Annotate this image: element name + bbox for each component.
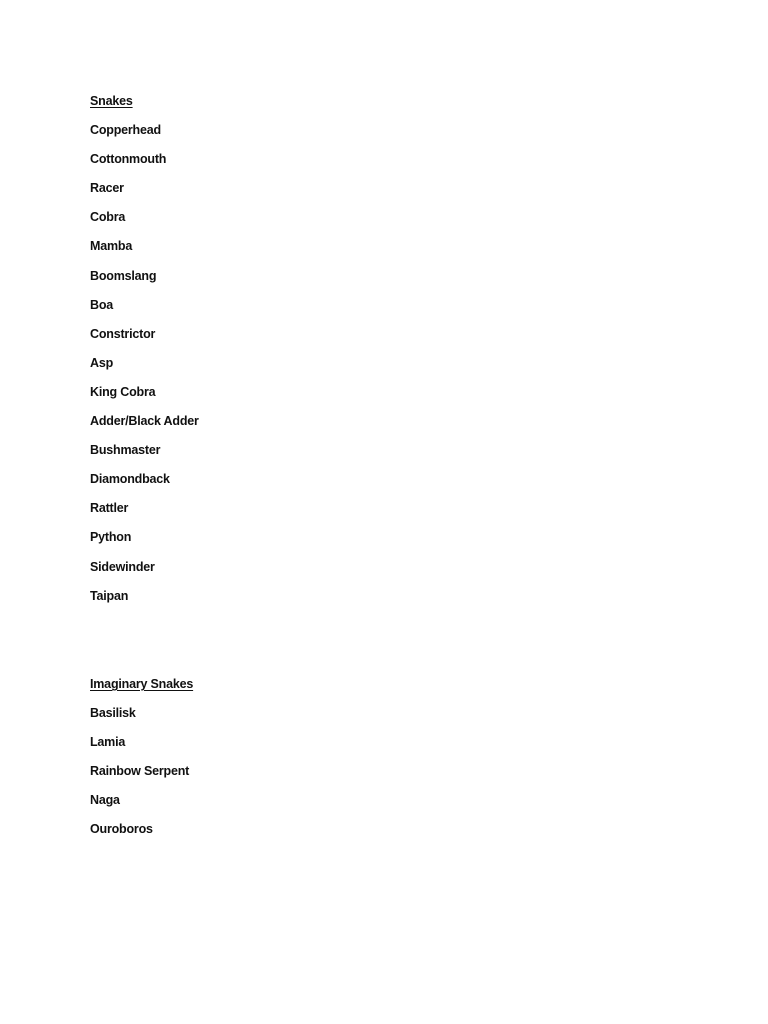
list-item: Adder/Black Adder bbox=[90, 414, 199, 429]
list-item: Sidewinder bbox=[90, 559, 155, 574]
list-item: Rainbow Serpent bbox=[90, 764, 190, 779]
list-item: Python bbox=[90, 530, 132, 545]
list-item: Copperhead bbox=[90, 123, 161, 138]
list-item: Basilisk bbox=[90, 706, 136, 721]
list-item: Rattler bbox=[90, 501, 129, 516]
section-heading-snakes: Snakes bbox=[90, 94, 133, 108]
list-item: Taipan bbox=[90, 588, 129, 603]
list-item: Mamba bbox=[90, 239, 133, 254]
list-item: Boa bbox=[90, 297, 114, 312]
list-item: Constrictor bbox=[90, 326, 156, 341]
list-item: Ouroboros bbox=[90, 822, 153, 837]
list-item: Cottonmouth bbox=[90, 152, 167, 167]
imaginary-snakes-section bbox=[90, 675, 193, 850]
snakes-section bbox=[90, 92, 199, 616]
list-item: Naga bbox=[90, 793, 120, 808]
list-item: Asp bbox=[90, 355, 114, 370]
list-item: King Cobra bbox=[90, 384, 156, 399]
section-heading-imaginary-snakes: Imaginary Snakes bbox=[90, 677, 194, 691]
list-item: Cobra bbox=[90, 210, 126, 225]
list-item: Lamia bbox=[90, 735, 126, 750]
list-item: Bushmaster bbox=[90, 443, 161, 458]
list-item: Boomslang bbox=[90, 268, 157, 283]
list-item: Diamondback bbox=[90, 472, 170, 487]
list-item: Racer bbox=[90, 181, 124, 196]
